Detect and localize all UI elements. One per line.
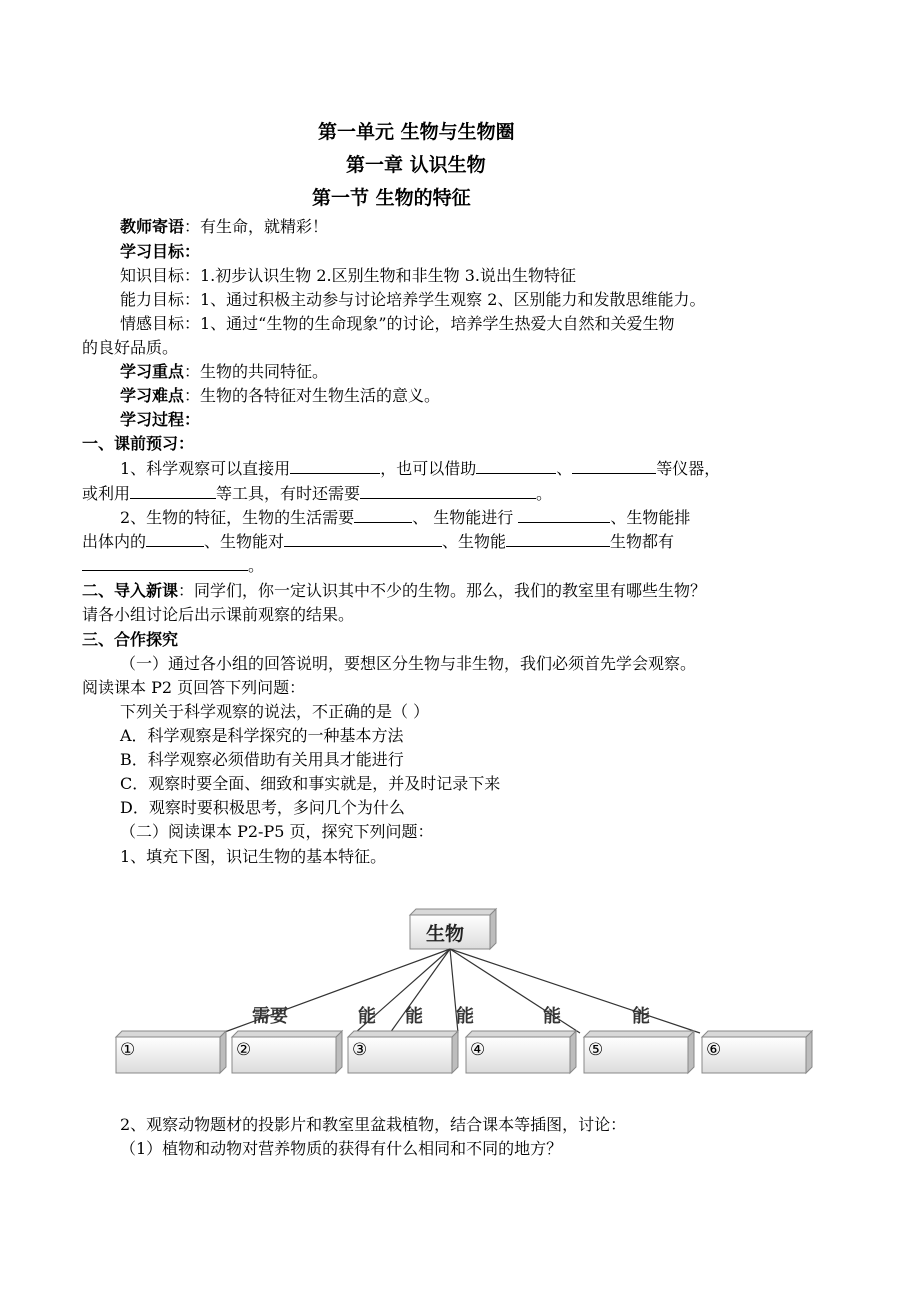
q1-blank-2[interactable] [476,459,556,474]
q2-blank-4[interactable] [284,532,442,547]
diagram-label-needs: 需要 [252,1006,288,1027]
intro-text1: ：同学们，你一定认识其中不少的生物。那么，我们的教室里有哪些生物？ [178,581,707,600]
intro-line1 [82,578,706,601]
q1-text-b: ，也可以借助 [380,459,477,478]
preview-q2-line1 [120,505,690,528]
box-number-6: ⑥ [706,1040,722,1060]
box-number-5: ⑤ [588,1040,604,1060]
q2-text-h: 。 [248,556,265,575]
option-a: A．科学观察是科学探究的一种基本方法 [120,726,404,745]
box-number-2: ② [236,1040,252,1060]
q1-blank-1[interactable] [290,459,380,474]
process-label: 学习过程： [120,410,201,429]
q2-blank-6[interactable] [82,556,248,571]
q1-text-a: 1、科学观察可以直接用 [120,459,291,478]
explore-heading: 三、合作探究 [82,630,179,649]
q1-text-d: 等仪器， [656,459,721,478]
preview-heading: 一、课前预习： [82,434,195,453]
q2-blank-3[interactable] [146,532,204,547]
difficulty [120,383,440,406]
connector-line [450,949,700,1033]
explore-p1-line1: （一）通过各小组的回答说明，要想区分生物与非生物，我们必须首先学会观察。 [120,654,697,673]
key-point [120,359,328,382]
q2-text-c: 、生物能排 [610,508,691,527]
q1-blank-3[interactable] [572,459,656,474]
preview-q1-line2 [82,481,552,504]
q2-text-a: 2、生物的特征，生物的生活需要 [120,508,355,527]
q2-text-d: 出体内的 [82,532,147,551]
box-number-1: ① [120,1040,136,1060]
preview-q2-line2 [82,529,674,552]
emotion-goal-line2: 的良好品质。 [82,338,179,357]
difficulty-text: ：生物的各特征对生物生活的意义。 [184,386,441,405]
explore-question: 下列关于科学观察的说法，不正确的是（ ） [120,702,430,721]
preview-q1-line1 [120,456,720,479]
diagram-root-label: 生物 [426,923,465,945]
q2-blank-1[interactable] [354,508,412,523]
key-point-text: ：生物的共同特征。 [184,362,329,381]
teacher-message [120,214,328,237]
q1-blank-4[interactable] [130,484,216,499]
diagram-label-can-1: 能 [358,1006,376,1027]
q1-text-e: 或利用 [82,484,131,503]
option-c: C．观察时要全面、细致和事实就是，并及时记录下来 [120,774,501,793]
diagram-label-can-4: 能 [543,1006,561,1027]
goals-label: 学习目标： [120,242,201,261]
unit-title: 第一单元 生物与生物圈 [318,121,515,143]
diagram-label-can-5: 能 [632,1006,650,1027]
diagram-label-can-2: 能 [405,1006,423,1027]
option-d: D．观察时要积极思考，多问几个为什么 [120,798,405,817]
q2-text-g: 生物都有 [610,532,675,551]
key-point-label: 学习重点 [120,362,185,381]
option-b: B．科学观察必须借助有关用具才能进行 [120,750,404,769]
q1-text-f: 等工具，有时还需要 [216,484,361,503]
q1-text-g: 。 [536,484,553,503]
explore-p2: （二）阅读课本 P2-P5 页，探究下列问题： [120,822,434,841]
diagram-label-can-3: 能 [456,1006,474,1027]
ability-goal: 能力目标：1、通过积极主动参与讨论培养学生观察 2、区别能力和发散思维能力。 [120,290,706,309]
task2-line2: （1）植物和动物对营养物质的获得有什么相同和不同的地方？ [120,1139,563,1158]
teacher-message-text: ：有生命，就精彩！ [184,217,329,236]
intro-line2: 请各小组讨论后出示课前观察的结果。 [82,605,355,624]
q1-blank-5[interactable] [360,484,536,499]
q2-text-e: 、生物能对 [204,532,285,551]
section-title: 第一节 生物的特征 [312,187,471,209]
q2-blank-2[interactable] [518,508,610,523]
box-number-3: ③ [352,1040,368,1060]
emotion-goal-line1: 情感目标：1、通过“生物的生命现象”的讨论，培养学生热爱大自然和关爱生物 [120,314,675,333]
q2-blank-5[interactable] [506,532,610,547]
task2-line1: 2、观察动物题材的投影片和教室里盆栽植物，结合课本等插图，讨论： [120,1115,627,1134]
q2-text-b: 、 生物能进行 [412,508,519,527]
q2-text-f: 、生物能 [442,532,507,551]
intro-label: 二、导入新课 [82,581,179,600]
explore-task1: 1、填充下图，识记生物的基本特征。 [120,847,387,866]
q1-text-c: 、 [556,459,573,478]
teacher-message-label: 教师寄语 [120,217,185,236]
preview-q2-line3 [82,553,264,576]
explore-p1-line2: 阅读课本 P2 页回答下列问题： [82,678,306,697]
box-number-4: ④ [470,1040,486,1060]
difficulty-label: 学习难点 [120,386,185,405]
chapter-title: 第一章 认识生物 [346,154,486,176]
knowledge-goal: 知识目标：1.初步认识生物 2.区别生物和非生物 3.说出生物特征 [120,266,576,285]
